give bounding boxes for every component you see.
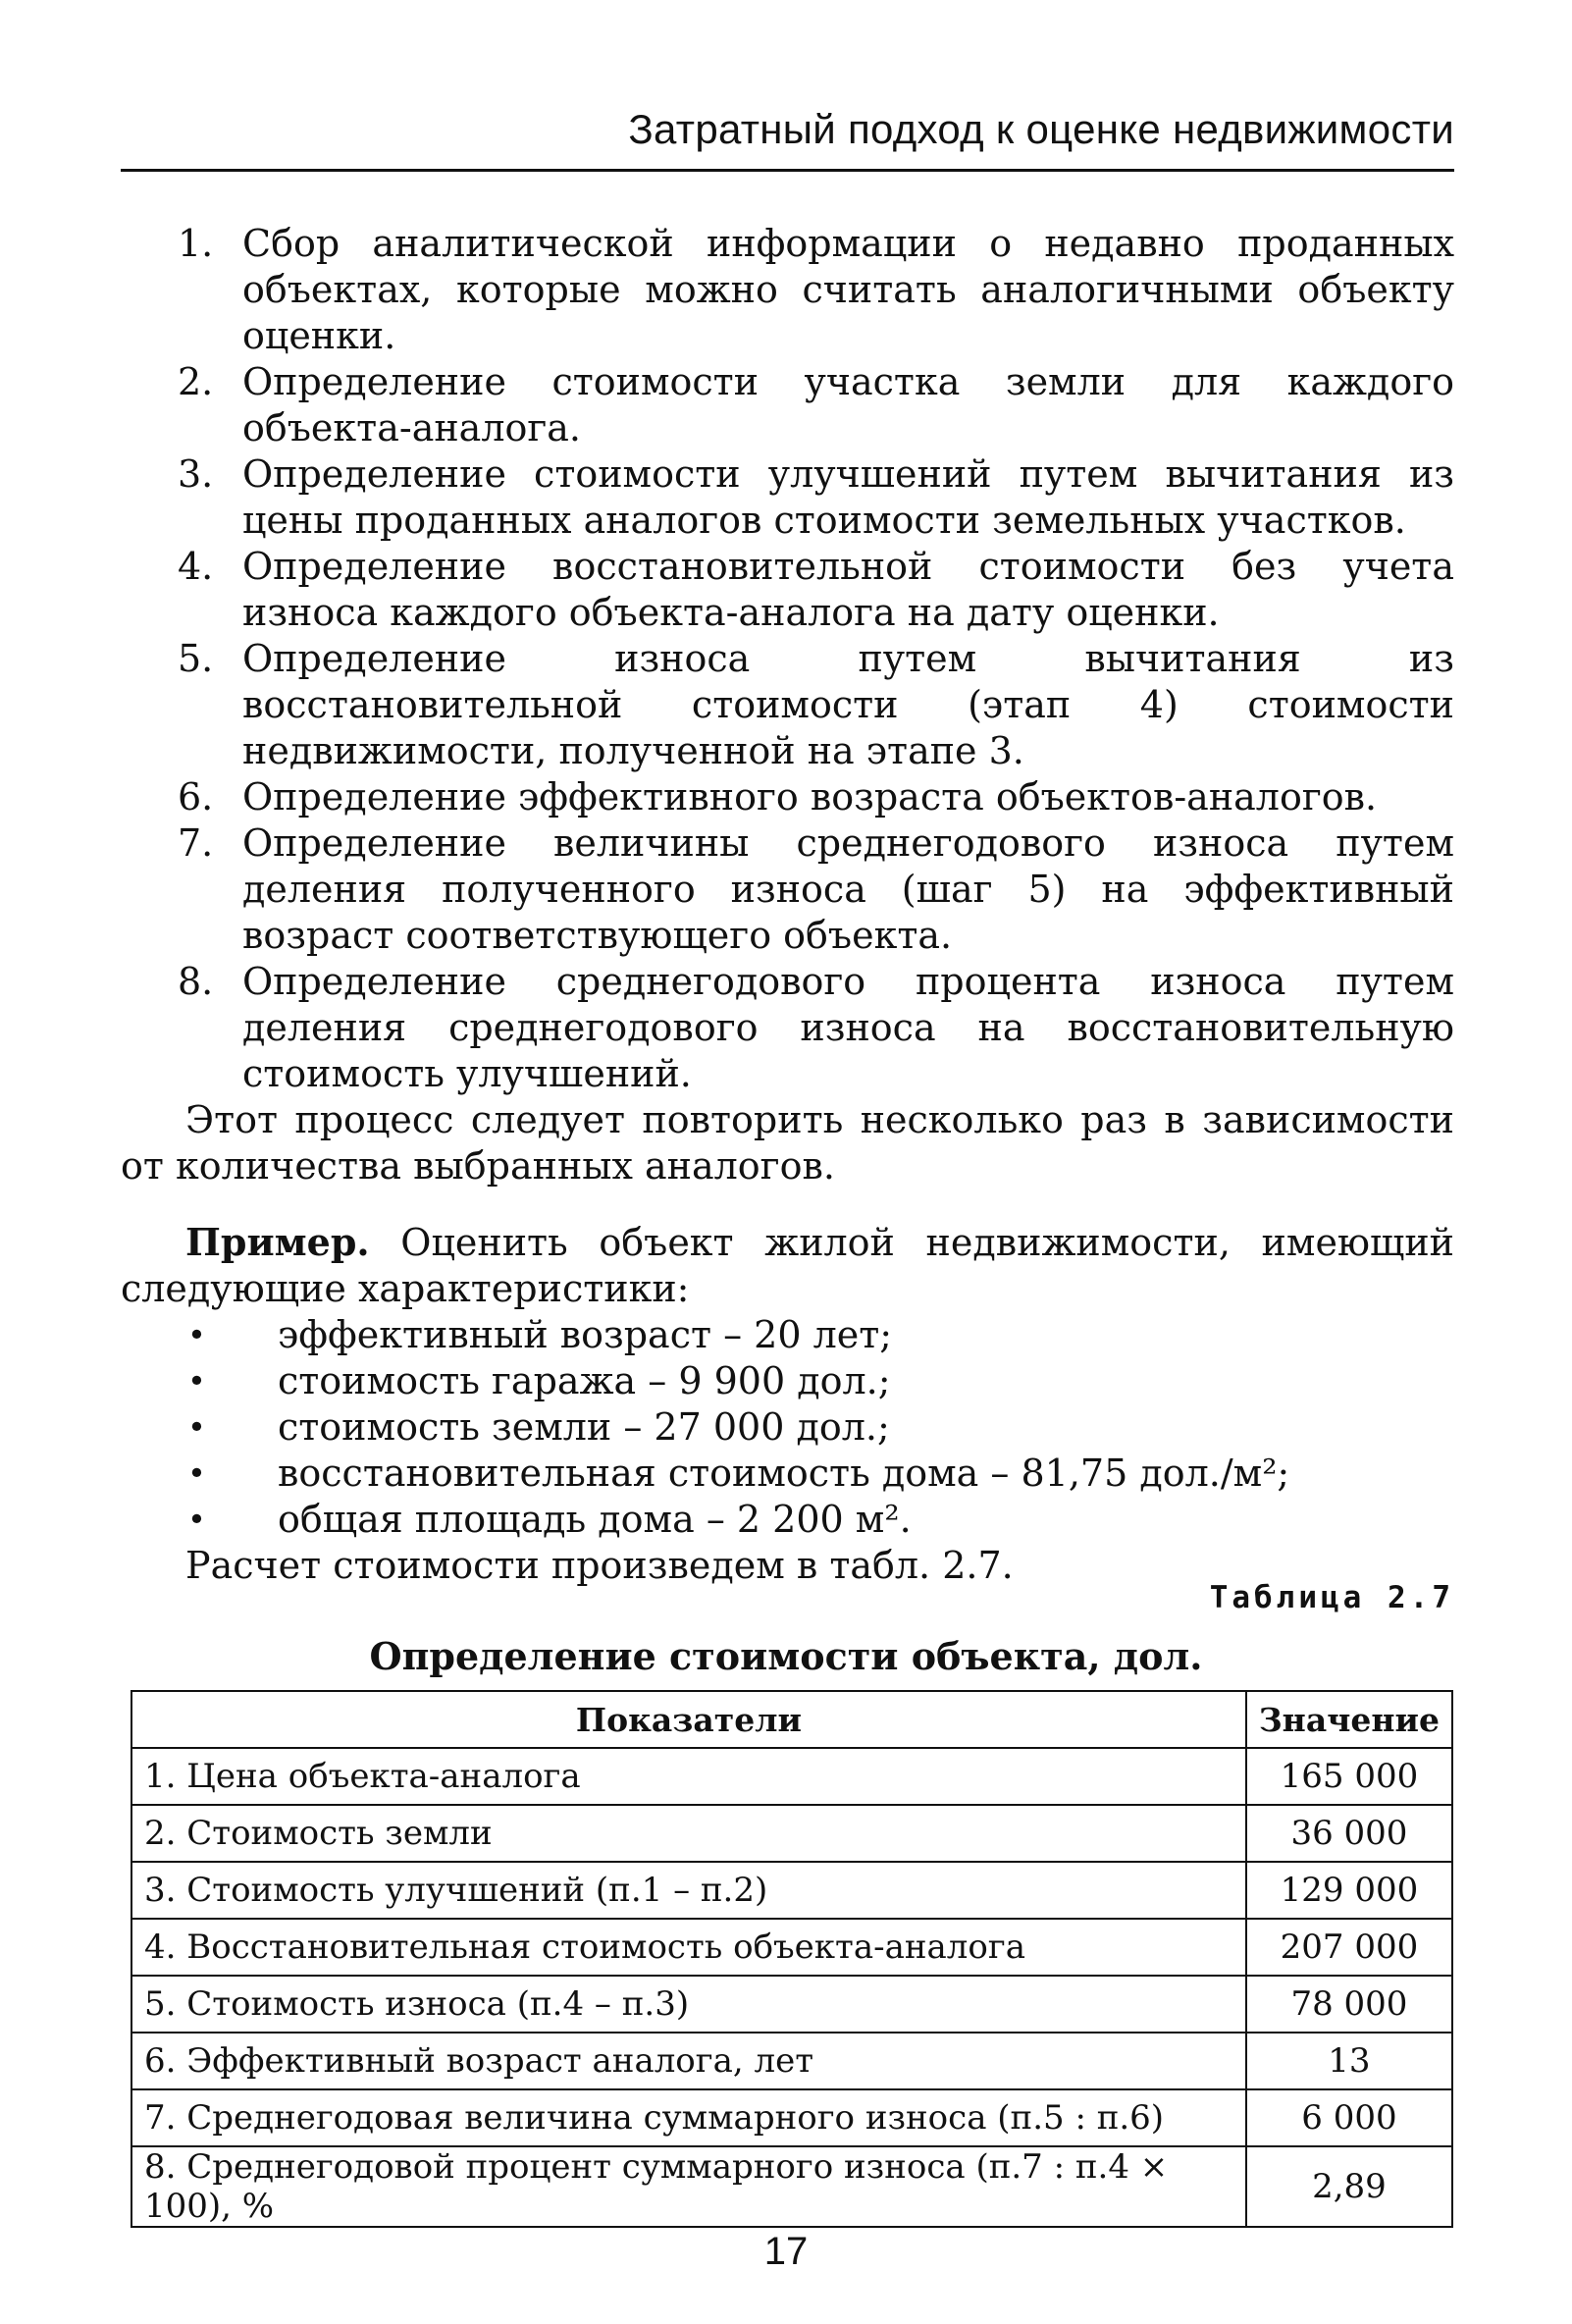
row-value: 207 000 [1246,1919,1452,1976]
row-value: 129 000 [1246,1862,1452,1919]
list-item [121,959,1454,1097]
column-header-indicators: Показатели [131,1691,1246,1748]
value-table [131,1690,1453,2228]
table-title: Определение стоимости объекта, дол. [369,1634,1203,1678]
step-text: Определение стоимости участка земли для каждого объекта-аналога. [242,360,1454,449]
calc-note: Расчет стоимости произведем в табл. 2.7. [185,1544,1014,1587]
list-item: • эффективный возраст – 20 лет; [121,1312,1454,1358]
step-number: 1. [178,222,214,265]
step-number: 4. [178,545,214,588]
characteristics-list [121,1312,1454,1543]
column-header-value: Значение [1246,1691,1452,1748]
step-number: 6. [178,775,214,819]
paragraph-gap [121,1189,1454,1219]
step-text: Определение величины среднегодового износа путем деления полученного износа (шаг 5) на эффективный возраст соответствующего объекта. [242,821,1454,957]
running-header: Затратный подход к оценке недвижимости [628,106,1454,152]
repeat-note: Этот процесс следует повторить несколько раз в зависимости от количества выбранных аналогов. [121,1098,1454,1188]
step-text: Определение стоимости улучшений путем вычитания из цены проданных аналогов стоимости земельных участков. [242,452,1454,542]
step-number: 5. [178,637,214,680]
header-divider [121,169,1454,172]
table-row [131,1805,1452,1862]
row-label: 4. Восстановительная стоимость объекта-аналога [131,1919,1246,1976]
row-value: 78 000 [1246,1976,1452,2033]
row-value: 165 000 [1246,1748,1452,1805]
step-number: 3. [178,452,214,496]
example-label: Пример. [185,1220,370,1264]
row-label: 3. Стоимость улучшений (п.1 – п.2) [131,1862,1246,1919]
table-row [131,2146,1452,2227]
row-value: 6 000 [1246,2089,1452,2146]
table-row [131,1976,1452,2033]
list-item: • восстановительная стоимость дома – 81,75 дол./м²; [121,1451,1454,1497]
table-label: Таблица 2.7 [1209,1580,1454,1615]
steps-list [121,221,1454,1097]
example-intro [121,1219,1454,1312]
step-text: Определение износа путем вычитания из восстановительной стоимости (этап 4) стоимости недвижимости, полученной на этапе 3. [242,637,1454,772]
list-item [121,221,1454,359]
step-text: Определение эффективного возраста объектов-аналогов. [242,775,1378,819]
step-number: 8. [178,960,214,1003]
row-value: 36 000 [1246,1805,1452,1862]
row-label: 2. Стоимость земли [131,1805,1246,1862]
table-row [131,2089,1452,2146]
table-row [131,2033,1452,2089]
table-header-row [131,1691,1452,1748]
row-value: 13 [1246,2033,1452,2089]
row-label: 5. Стоимость износа (п.4 – п.3) [131,1976,1246,2033]
list-item [121,451,1454,544]
row-label: 8. Среднегодовой процент суммарного износа (п.7 : п.4 × 100), % [131,2146,1246,2227]
step-text: Сбор аналитической информации о недавно проданных объектах, которые можно считать аналогичными объекту оценки. [242,222,1454,357]
list-item: • стоимость земли – 27 000 дол.; [121,1404,1454,1451]
list-item [121,820,1454,959]
row-label: 1. Цена объекта-аналога [131,1748,1246,1805]
list-item [121,636,1454,774]
row-value: 2,89 [1246,2146,1452,2227]
row-label: 7. Среднегодовая величина суммарного износа (п.5 : п.6) [131,2089,1246,2146]
step-number: 2. [178,360,214,403]
step-text: Определение восстановительной стоимости без учета износа каждого объекта-аналога на дату оценки. [242,545,1454,634]
list-item [121,544,1454,636]
list-item: • общая площадь дома – 2 200 м². [121,1497,1454,1543]
step-number: 7. [178,821,214,865]
list-item: • стоимость гаража – 9 900 дол.; [121,1358,1454,1404]
page-number: 17 [763,2230,809,2273]
list-item [121,359,1454,451]
row-label: 6. Эффективный возраст аналога, лет [131,2033,1246,2089]
table-row [131,1919,1452,1976]
example-text: Оценить объект жилой недвижимости, имеющий следующие характеристики: [121,1221,1454,1310]
table-row [131,1862,1452,1919]
list-item [121,774,1454,820]
step-text: Определение среднегодового процента износа путем деления среднегодового износа на восстановительную стоимость улучшений. [242,960,1454,1095]
table-row [131,1748,1452,1805]
body-text [121,221,1454,1589]
